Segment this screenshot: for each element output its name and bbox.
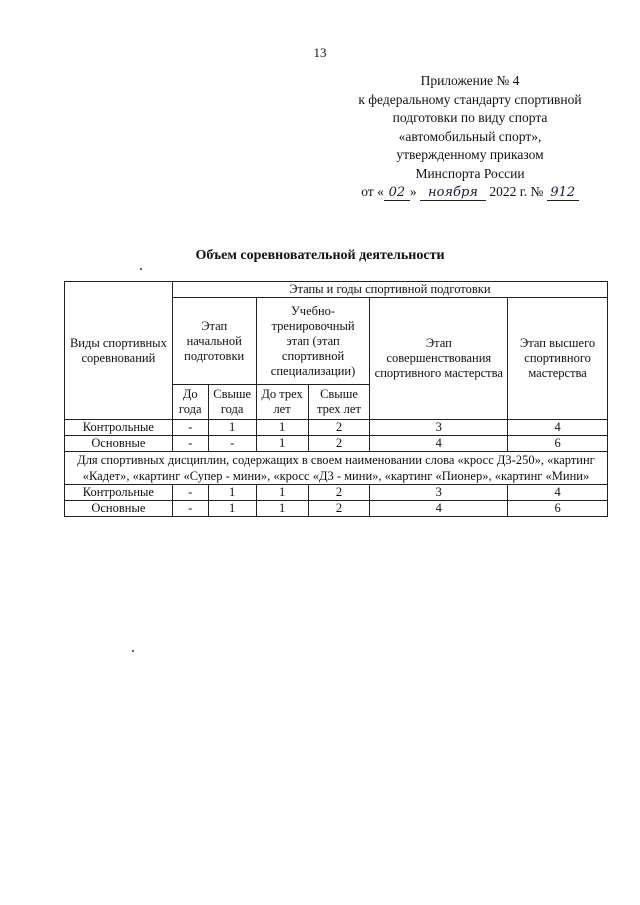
table-cell: 4 bbox=[370, 501, 508, 517]
header-stage-training: Учебно-тренировочный этап (этап спортивной специализации) bbox=[256, 298, 370, 385]
table-cell: 1 bbox=[256, 485, 308, 501]
handwritten-day: 02 bbox=[384, 185, 410, 201]
header-stage-highest: Этап высшего спортивного мастерства bbox=[508, 298, 608, 420]
annex-line-5: утвержденному приказом bbox=[396, 147, 544, 162]
annex-line-4: «автомобильный спорт», bbox=[398, 128, 542, 144]
table-cell: - bbox=[172, 420, 208, 436]
table-cell: 1 bbox=[256, 501, 308, 517]
date-year-text: 2022 г. № bbox=[489, 184, 544, 199]
header-stage-improvement: Этап совершенствования спортивного мастерства bbox=[370, 298, 508, 420]
table-cell: 2 bbox=[308, 420, 370, 436]
table-cell: 1 bbox=[208, 485, 256, 501]
scan-speck bbox=[132, 650, 134, 652]
section-note-disciplines: Для спортивных дисциплин, содержащих в своем наименовании слова «кросс Д3-250», «картинг «Кадет», «картинг «Супер - мини», «кросс «Д3 - мини», «картинг «Пионер», «картинг «Мини» bbox=[65, 452, 608, 485]
annex-line-6: Минспорта России bbox=[415, 165, 525, 181]
handwritten-month: ноября bbox=[420, 185, 486, 201]
annex-line-1: Приложение № 4 bbox=[420, 73, 520, 88]
header-competition-kinds: Виды спортивных соревнований bbox=[65, 282, 173, 420]
table-cell: 4 bbox=[370, 436, 508, 452]
subheader-up-to-year: До года bbox=[172, 385, 208, 420]
row-label: Контрольные bbox=[65, 485, 173, 501]
annex-header bbox=[330, 72, 610, 202]
table-cell: - bbox=[172, 485, 208, 501]
table-cell: - bbox=[172, 501, 208, 517]
annex-date-line bbox=[330, 183, 610, 202]
row-label: Основные bbox=[65, 501, 173, 517]
table-cell: 4 bbox=[508, 485, 608, 501]
table-cell: 1 bbox=[208, 420, 256, 436]
subheader-over-three-years: Свыше трех лет bbox=[308, 385, 370, 420]
header-stage-initial: Этап начальной подготовки bbox=[172, 298, 256, 385]
table-cell: 2 bbox=[308, 501, 370, 517]
table-row bbox=[65, 420, 608, 436]
table-cell: 2 bbox=[308, 436, 370, 452]
date-prefix: от « bbox=[361, 184, 384, 199]
table-cell: 2 bbox=[308, 485, 370, 501]
competition-volume-table bbox=[64, 281, 608, 517]
table-cell: 1 bbox=[256, 420, 308, 436]
handwritten-order-number: 912 bbox=[547, 185, 579, 201]
table-cell: 4 bbox=[508, 420, 608, 436]
table-cell: 3 bbox=[370, 420, 508, 436]
table-cell: 6 bbox=[508, 501, 608, 517]
subheader-over-year: Свыше года bbox=[208, 385, 256, 420]
page-number: 13 bbox=[313, 45, 327, 60]
table-cell: 3 bbox=[370, 485, 508, 501]
date-sep: » bbox=[409, 184, 417, 199]
table-cell: 1 bbox=[208, 501, 256, 517]
table-cell: 6 bbox=[508, 436, 608, 452]
annex-line-3: подготовки по виду спорта bbox=[392, 110, 548, 125]
row-label: Основные bbox=[65, 436, 173, 452]
row-label: Контрольные bbox=[65, 420, 173, 436]
table-cell: - bbox=[172, 436, 208, 452]
table-row bbox=[65, 501, 608, 517]
header-stages-years: Этапы и годы спортивной подготовки bbox=[172, 282, 607, 298]
document-title: Объем соревновательной деятельности bbox=[195, 248, 445, 263]
subheader-up-to-three-years: До трех лет bbox=[256, 385, 308, 420]
annex-line-2: к федеральному стандарту спортивной bbox=[358, 91, 582, 107]
table-row bbox=[65, 485, 608, 501]
scan-speck bbox=[140, 268, 142, 270]
table-row bbox=[65, 436, 608, 452]
table-cell: 1 bbox=[256, 436, 308, 452]
table-cell: - bbox=[208, 436, 256, 452]
